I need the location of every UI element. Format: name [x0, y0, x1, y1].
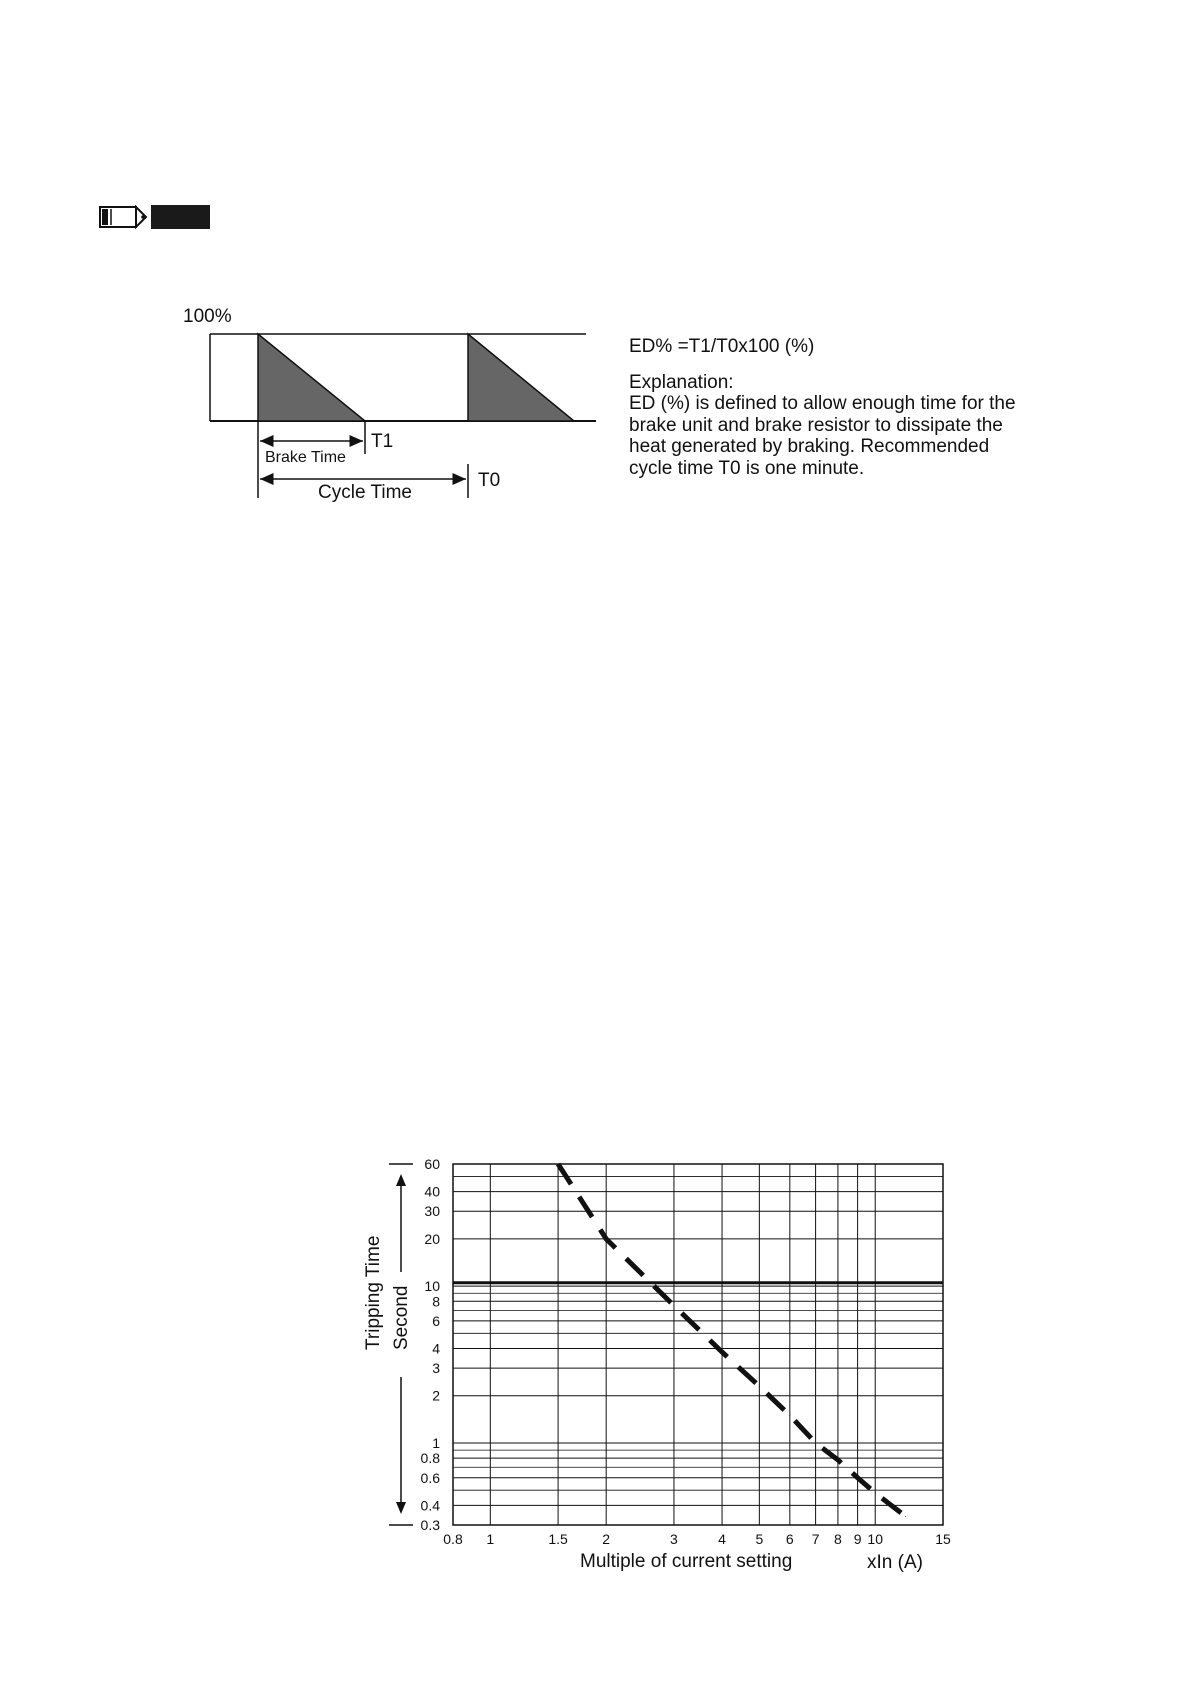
y-tick-label: 10 — [424, 1278, 440, 1295]
y-tick-label: 40 — [424, 1183, 440, 1200]
y-axis-label-inner: Second — [391, 1285, 412, 1350]
curve-point — [875, 1492, 876, 1493]
x-tick-label: 9 — [853, 1531, 862, 1547]
chart-grid — [453, 1164, 943, 1525]
y-tick-label: 2 — [432, 1387, 440, 1404]
curve-point — [673, 1305, 674, 1306]
x-tick-label: 2 — [602, 1531, 611, 1547]
curve-point — [905, 1516, 906, 1517]
level-label: 100% — [183, 306, 232, 327]
y-axis-label-outer: Tripping Time — [363, 1235, 384, 1350]
y-tick-label: 4 — [432, 1340, 440, 1357]
x-tick-label: 7 — [811, 1531, 820, 1547]
y-tick-label: 0.4 — [420, 1497, 440, 1514]
t0-label: T0 — [478, 470, 501, 491]
cycle-time-label: Cycle Time — [318, 482, 412, 503]
x-tick-label: 3 — [670, 1531, 678, 1547]
x-tick-label: 8 — [834, 1531, 842, 1547]
explanation-line: brake unit and brake resistor to dissipate the — [629, 414, 1003, 436]
y-tick-label: 20 — [424, 1230, 440, 1247]
explanation-line: cycle time T0 is one minute. — [629, 457, 865, 479]
y-tick-label: 0.3 — [420, 1517, 440, 1533]
y-tick-label: 0.8 — [420, 1450, 440, 1467]
chart-frame — [453, 1164, 943, 1525]
x-tick-label: 6 — [785, 1531, 794, 1547]
curve-point — [815, 1442, 816, 1443]
curve-point — [606, 1238, 607, 1239]
curve-point — [722, 1352, 723, 1353]
x-axis-unit: xIn (A) — [867, 1552, 923, 1573]
curve-point — [857, 1477, 858, 1478]
y-arrow-head-up — [396, 1174, 406, 1186]
brake-time-label: Brake Time — [265, 449, 346, 466]
curve-point — [759, 1386, 760, 1387]
y-arrow-head-down — [396, 1502, 406, 1514]
x-axis-label: Multiple of current setting — [580, 1551, 793, 1572]
chart-series — [558, 1164, 907, 1517]
tripping-curve — [558, 1164, 906, 1516]
ed-formula: ED% =T1/T0x100 (%) — [629, 336, 815, 357]
curve-point — [558, 1164, 559, 1165]
y-tick-label: 8 — [432, 1293, 440, 1310]
y-tick-label: 30 — [424, 1203, 440, 1220]
curve-point — [789, 1415, 790, 1416]
explanation-line: ED (%) is defined to allow enough time for the — [629, 393, 1016, 414]
x-tick-label: 5 — [755, 1531, 764, 1547]
t1-label: T1 — [371, 431, 394, 452]
y-tick-label: 6 — [432, 1312, 440, 1329]
x-tick-label: 1.5 — [548, 1531, 568, 1547]
x-tick-label: 10 — [867, 1531, 884, 1547]
x-tick-label: 4 — [718, 1531, 726, 1547]
y-tick-label: 3 — [432, 1360, 440, 1377]
x-tick-label: 1 — [486, 1531, 495, 1547]
x-tick-label: 15 — [935, 1531, 951, 1547]
y-tick-label: 0.6 — [420, 1469, 440, 1486]
explanation-line: heat generated by braking. Recommended — [629, 436, 990, 457]
y-tick-label: 1 — [432, 1434, 440, 1451]
chart-tick-labels — [421, 1156, 951, 1547]
curve-point — [837, 1459, 838, 1460]
explanation-heading: Explanation: — [629, 371, 734, 393]
x-tick-label: 0.8 — [443, 1531, 463, 1547]
y-tick-label: 60 — [424, 1156, 440, 1172]
